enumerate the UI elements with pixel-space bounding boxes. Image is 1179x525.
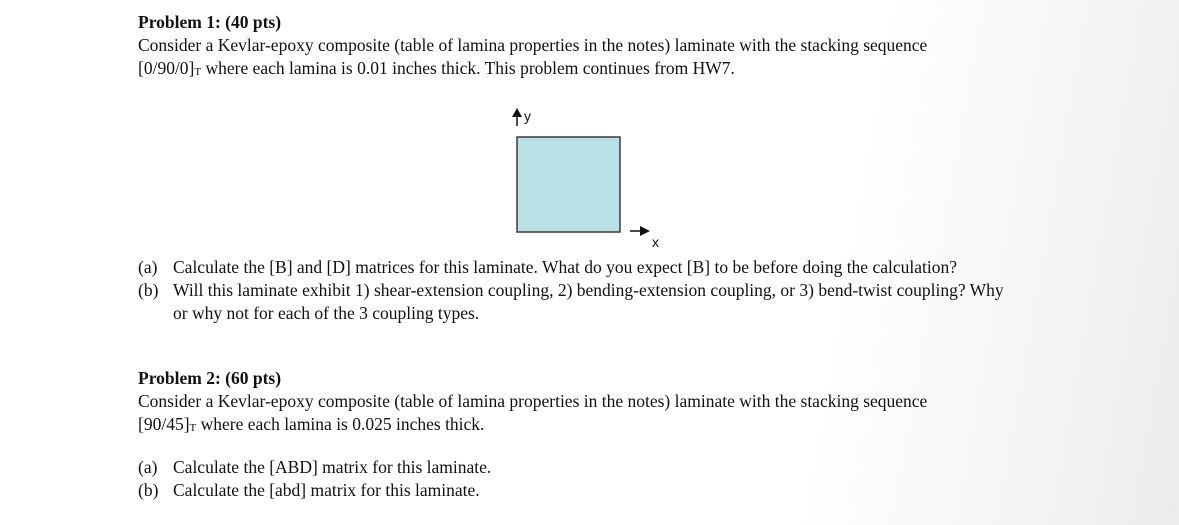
problem-1-heading: Problem 1: (40 pts) — [138, 12, 282, 32]
problem-1-item-a — [138, 256, 1013, 279]
problem-1-item-b — [138, 279, 1013, 325]
list-marker: (b) — [138, 280, 159, 300]
problem-1-line-1: Consider a Kevlar-epoxy composite (table of lamina properties in the notes) laminate with the stacking sequence — [138, 35, 928, 55]
problem-2-line-1: Consider a Kevlar-epoxy composite (table of lamina properties in the notes) laminate with the stacking sequence — [138, 391, 928, 411]
list-marker: (a) — [138, 257, 158, 277]
y-axis-label: y — [524, 108, 531, 124]
laminate-square — [517, 137, 620, 232]
problem-1-item-a-text: Calculate the [B] and [D] matrices for this laminate. What do you expect [B] to be before doing the calculation? — [173, 257, 957, 277]
problem-2-line-2-rest: where each lamina is 0.025 inches thick. — [196, 414, 485, 434]
x-axis-label: x — [652, 234, 659, 250]
problem-2-item-b — [138, 479, 1013, 502]
problem-2-heading: Problem 2: (60 pts) — [138, 368, 282, 388]
problem-1-stacking-sequence: [0/90/0] — [138, 58, 195, 78]
problem-2-statement — [138, 367, 927, 440]
problem-1-statement — [138, 11, 927, 84]
problem-1-item-b-text: Will this laminate exhibit 1) shear-extension coupling, 2) bending-extension coupling, or 3) bend-twist coupling? Why or why not for each of the 3 coupling types. — [173, 280, 1004, 323]
problem-2-item-a — [138, 456, 1013, 479]
x-axis-arrowhead — [640, 226, 650, 236]
problem-2-line-2 — [138, 413, 927, 440]
problem-1-line-2 — [138, 57, 927, 84]
problem-2-item-a-text: Calculate the [ABD] matrix for this laminate. — [173, 457, 492, 477]
problem-2-stacking-sequence: [90/45] — [138, 414, 190, 434]
y-axis-arrowhead — [512, 108, 522, 117]
problem-1-stacking-subscript: T — [194, 66, 202, 78]
problem-2-item-b-text: Calculate the [abd] matrix for this laminate. — [173, 480, 480, 500]
problem-1-questions — [138, 256, 1013, 325]
problem-2-stacking-subscript: T — [189, 422, 197, 434]
problem-2-questions — [138, 456, 1013, 502]
list-marker: (a) — [138, 457, 158, 477]
problem-1-line-2-rest: where each lamina is 0.01 inches thick. This problem continues from HW7. — [201, 58, 735, 78]
list-marker: (b) — [138, 480, 159, 500]
